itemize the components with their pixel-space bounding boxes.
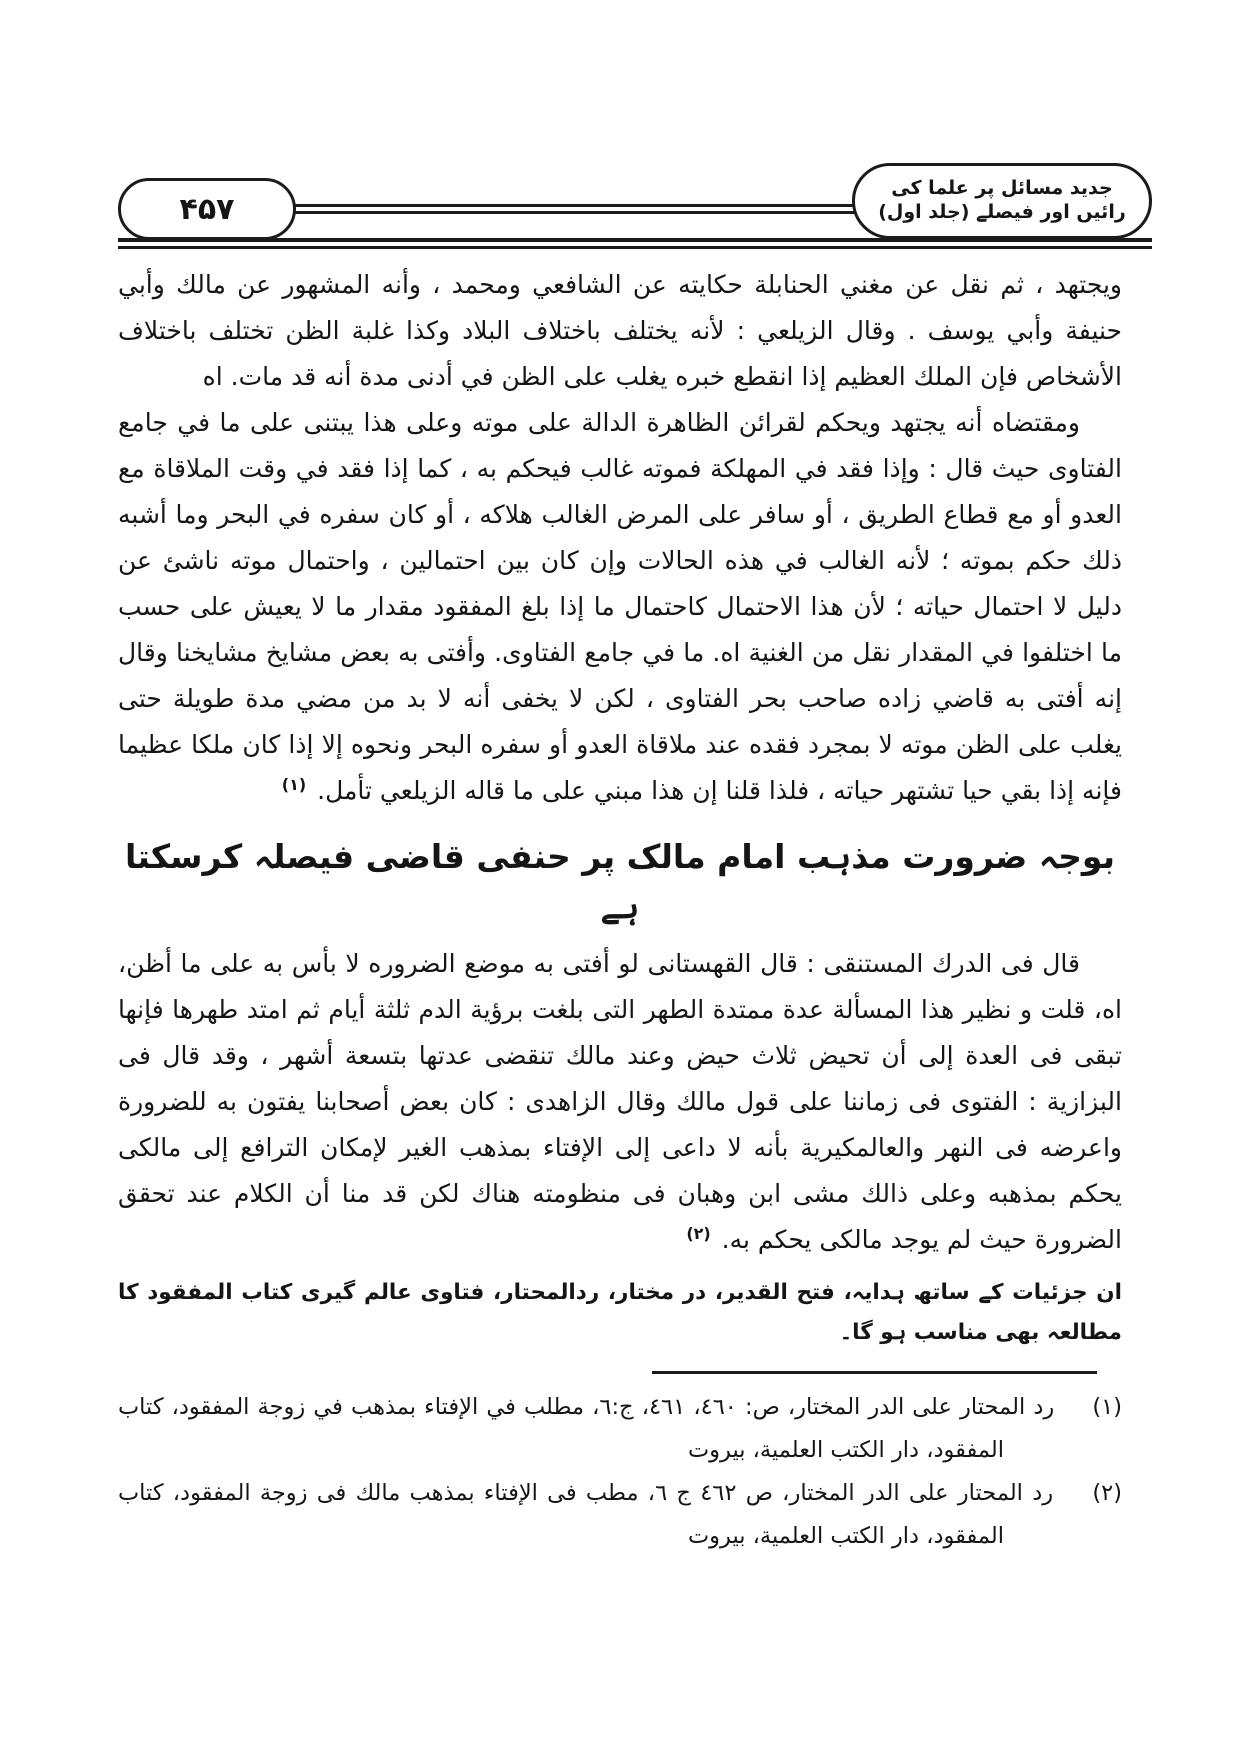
footnote-separator — [652, 1371, 1097, 1374]
page-header — [118, 162, 1152, 240]
footnote-marker: (۲) — [1092, 1480, 1122, 1506]
header-connector-line — [288, 204, 860, 214]
page-content — [118, 262, 1122, 1558]
page-number: ۴۵۷ — [179, 191, 235, 227]
footnote-reference-1: (۱) — [281, 774, 307, 794]
book-title: جدید مسائل پر علما کی رائیں اور فیصلے (جلد اول) — [878, 177, 1126, 223]
footnote-reference-2: (۲) — [686, 1223, 711, 1243]
paragraph-text: ومقتضاه أنه يجتهد ويحكم لقرائن الظاهرة الدالة على موته وعلى هذا يبتنى على ما في جامع الفتاوى حيث قال : وإذا فقد في المهلكة فموته غالب فيحكم به ، كما إذا فقد في وقت الملاقاة مع العدو أو مع قطاع الطريق ، أو سافر على المرض الغالب هلاكه ، أو كان سفره في البحر وما أشبه ذلك حكم بموته ؛ لأنه الغالب في هذه الحالات وإن كان بين احتمالين ، واحتمال موته ناشئ عن دليل لا احتمال حياته ؛ لأن هذا الاحتمال كاحتمال ما إذا بلغ المفقود مقدار ما لا يعيش على حسب ما اختلفوا في المقدار نقل من الغنية اه. ما في جامع الفتاوى. وأفتى به بعض مشايخ مشايخنا وقال إنه أفتى به قاضي زاده صاحب بحر الفتاوى ، لكن لا يخفى أنه لا بد من مضي مدة طويلة حتى يغلب على الظن موته لا بمجرد فقده عند ملاقاة العدو أو سفره البحر ونحوه إلا إذا كان ملكا عظيما فإنه إذا بقي حيا تشتهر حياته ، فلذا قلنا إن هذا مبني على ما قاله الزيلعي تأمل. — [118, 408, 1122, 805]
footnote-text: رد المحتار على الدر المختار، ص: ٤٦٠، ٤٦١، ج:٦، مطلب في الإفتاء بمذهب في زوجة المفقود، كتاب المفقود، دار الكتب العلمية، بيروت — [118, 1394, 1055, 1463]
paragraph-text: قال فى الدرك المستنقى : قال القهستانى لو أفتى به موضع الضروره لا بأس به على ما أظن، اه، قلت و نظير هذا المسألة عدة ممتدة الطهر التى بلغت برؤية الدم ثلثة أيام ثم امتد طهرها فإنها تبقى فى العدة إلى أن تحيض ثلاث حيض وعند مالك تنقضى عدتها بتسعة أشهر ، وقد قال فى البزازية : الفتوى فى زماننا على قول مالك وقال الزاهدى : كان بعض أصحابنا يفتون به للضرورة واعرضه فى النهر والعالمكيرية بأنه لا داعى إلى الإفتاء بمذهب الغير لإمكان الترافع إلى مالكى يحكم بمذهبه وعلى ذالك مشى ابن وهبان فى منظومته هناك لكن قد منا أن الكلام عند تحقق الضرورة حيث لم يوجد مالكى يحكم به. — [118, 949, 1122, 1254]
urdu-note: ان جزئیات کے ساتھ ہدایہ، فتح القدیر، در مختار، ردالمحتار، فتاوی عالم گیری کتاب المفقود کا مطالعہ بھی مناسب ہو گا۔ — [118, 1280, 1122, 1345]
footnote-item-2 — [118, 1472, 1122, 1558]
book-title-badge — [852, 163, 1152, 239]
footnote-item-1 — [118, 1386, 1122, 1472]
arabic-paragraph-2 — [118, 400, 1122, 814]
footnote-text: رد المحتار على الدر المختار، ص ٤٦٢ ج ٦، مطب فى الإفتاء بمذهب مالك فى زوجة المفقود، كتاب المفقود، دار الكتب العلمية، بيروت — [118, 1480, 1054, 1549]
arabic-paragraph-1 — [118, 262, 1122, 400]
header-double-rule — [118, 238, 1152, 249]
page-number-badge — [118, 178, 296, 240]
arabic-paragraph-3 — [118, 941, 1122, 1263]
section-heading: بوجہ ضرورت مذہب امام مالک پر حنفی قاضی فیصلہ کرسکتا ہے — [125, 837, 1115, 926]
footnotes-section — [118, 1386, 1122, 1558]
footnote-marker: (۱) — [1092, 1394, 1122, 1420]
paragraph-text: ويجتهد ، ثم نقل عن مغني الحنابلة حكايته عن الشافعي ومحمد ، وأنه المشهور عن مالك وأبي حنيفة وأبي يوسف . وقال الزيلعي : لأنه يختلف باختلاف البلاد وكذا غلبة الظن تختلف باختلاف الأشخاص فإن الملك العظيم إذا انقطع خبره يغلب على الظن في أدنى مدة أنه قد مات. اه — [118, 270, 1122, 391]
